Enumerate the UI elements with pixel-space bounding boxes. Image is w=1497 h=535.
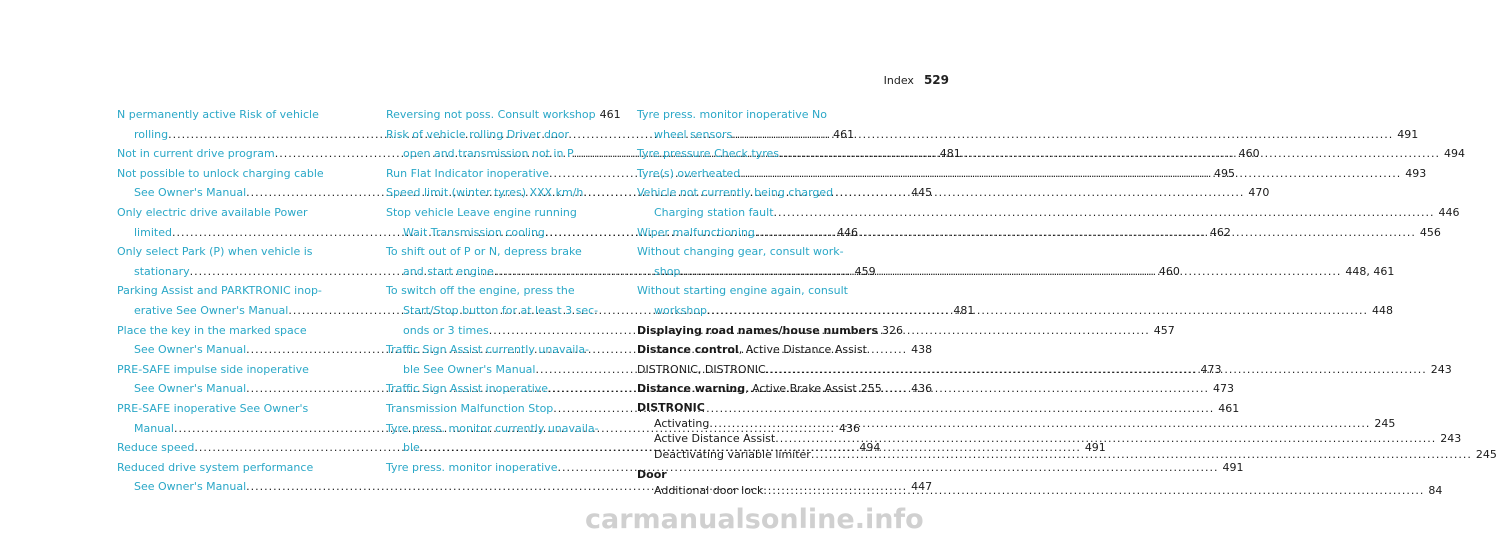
index-entry-line: Without starting engine again, consult: [637, 284, 848, 298]
page-ref: 446: [1438, 205, 1460, 219]
page-ref: 460: [1158, 264, 1180, 278]
page-ref: 456: [1419, 225, 1441, 239]
index-entry-line: and start engine ..... 460: [386, 262, 616, 282]
page-ref: 438: [911, 343, 933, 357]
index-entry-line: Wiper malfunctioning ..... 456: [637, 223, 881, 243]
index-entry-line: Tyre press. monitor inoperative ..... 491: [386, 458, 616, 478]
index-entry-line: stationary ..... 459: [117, 262, 348, 282]
page-ref: 495: [1214, 166, 1236, 180]
page-ref: 461: [1218, 401, 1240, 415]
index-subentry[interactable]: Additional door lock ..... 84: [637, 483, 881, 498]
index-title: Index: [883, 74, 914, 87]
index-entry-line: Only electric drive available Power: [117, 205, 308, 219]
index-entry-line: Stop vehicle Leave engine running: [386, 205, 577, 219]
page-ref: 473: [1213, 382, 1235, 396]
index-entry-line: See Owner's Manual ..... 436: [117, 379, 348, 399]
index-entry-line: workshop ..... 448: [637, 301, 881, 321]
page-ref: 491: [1222, 460, 1244, 474]
index-entry-line: To switch off the engine, press the: [386, 284, 575, 298]
page-ref: 448, 461: [1345, 264, 1395, 278]
index-entry-line: Risk of vehicle rolling Driver door: [386, 127, 570, 141]
index-entry[interactable]: [637, 105, 1419, 144]
index-entry-line: Vehicle not currently being charged: [637, 186, 834, 200]
page-ref: 459: [854, 264, 876, 278]
index-entry-line: Tyre(s) overheated ..... 493: [637, 164, 881, 184]
index-entry-line: Tyre pressure Check tyres ..... 494: [637, 144, 881, 164]
index-heading-distronic: DISTRONIC: [637, 400, 705, 414]
index-entry-line: Start/Stop button for at least 3 sec-: [403, 303, 599, 317]
index-entry-displaying[interactable]: Displaying road names/house numbers 326: [637, 323, 903, 337]
page-ref: 473: [1200, 362, 1222, 376]
page-ref: 461: [833, 127, 855, 141]
index-entry-line: Reduced drive system performance: [117, 460, 314, 474]
page-ref: 447: [911, 480, 933, 494]
index-entry-line: Tyre press. monitor currently unavaila-: [386, 421, 599, 435]
page-ref: 436: [838, 421, 860, 435]
index-entry-line: Speed limit (winter tyres) XXX km/h ..... 470: [386, 183, 616, 203]
page-ref: 494: [859, 441, 881, 455]
index-entry-distance-control-cont: DISTRONIC, DISTRONIC ..... 243: [637, 360, 881, 380]
page-ref: 481: [939, 147, 961, 161]
page-ref: 445: [911, 186, 933, 200]
page-ref: 481: [953, 303, 975, 317]
page-ref: 243: [1440, 432, 1462, 446]
index-entry-line: ble See Owner's Manual ..... 473: [386, 360, 616, 380]
index-entry-line: Not possible to unlock charging cable: [117, 166, 324, 180]
index-entry-line: wheel sensors ..... 491: [637, 125, 881, 145]
index-entry-line: onds or 3 times ..... 457: [386, 321, 616, 341]
page-ref: 84: [1428, 484, 1443, 498]
index-entry-line: To shift out of P or N, depress brake: [386, 245, 582, 259]
index-entry-line: Charging station fault ..... 446: [637, 203, 881, 223]
index-entry-line: limited ..... 446: [117, 223, 348, 243]
index-entry-line: Wait Transmission cooling ..... 462: [386, 223, 616, 243]
page-ref: 462: [1209, 225, 1231, 239]
index-entry-distance-warning[interactable]: Distance warning, Active Brake Assist 255: [637, 382, 882, 396]
index-entry-line: erative See Owner's Manual ..... 481: [117, 301, 348, 321]
page-header: [884, 73, 949, 87]
index-entry-line: Run Flat Indicator inoperative ..... 495: [386, 164, 616, 184]
index-entry-line: Parking Assist and PARKTRONIC inop-: [117, 284, 322, 298]
index-entry-line: N permanently active Risk of vehicle: [117, 108, 319, 121]
page-ref: 446: [836, 225, 858, 239]
index-entry-line: shop ..... 448, 461: [637, 262, 881, 282]
index-heading-door: Door: [637, 468, 667, 482]
page-ref: 461: [599, 108, 621, 121]
index-entry-line: Reduce speed ..... 494: [117, 438, 348, 458]
page-ref: 470: [1248, 186, 1270, 200]
page-ref: 493: [1405, 166, 1427, 180]
index-entry-line: Traffic Sign Assist currently unavaila-: [386, 343, 590, 357]
index-entry-line: PRE-SAFE inoperative See Owner's: [117, 401, 309, 415]
index-subentry[interactable]: Activating ..... 245: [637, 416, 881, 431]
index-entry-line: open and transmission not in P ..... 460: [386, 144, 616, 164]
index-entry-line: Without changing gear, consult work-: [637, 245, 844, 259]
index-entry-line: Manual ..... 436: [117, 419, 348, 439]
index-entry[interactable]: [386, 105, 621, 125]
index-entry-line: Reversing not poss. Consult workshop 461: [386, 105, 616, 125]
page-ref: 245: [1475, 447, 1497, 461]
index-entry-line: Transmission Malfunction Stop ..... 461: [386, 399, 616, 419]
index-entry-line: See Owner's Manual ..... 445: [117, 183, 348, 203]
index-entry-distance-control[interactable]: Distance control, Active Distance Assist: [637, 343, 867, 357]
page-ref: 457: [1153, 323, 1175, 337]
index-entry-line: rolling ..... 461: [117, 125, 348, 145]
page-number: 529: [923, 73, 949, 87]
page-ref: 460: [1238, 147, 1260, 161]
index-entry-line: PRE-SAFE impulse side inoperative: [117, 362, 309, 376]
page-ref: 448: [1372, 303, 1394, 317]
page-ref: 436: [911, 382, 933, 396]
index-entry-line: Place the key in the marked space: [117, 323, 307, 337]
index-entry-line: Traffic Sign Assist inoperative ..... 473: [386, 379, 616, 399]
index-entry-line: See Owner's Manual ..... 438: [117, 340, 348, 360]
index-entry-line: Only select Park (P) when vehicle is: [117, 245, 313, 259]
index-entry-line: See Owner's Manual ..... 447: [117, 477, 348, 497]
page-ref: 245: [1374, 416, 1396, 430]
index-entry-line: ble ..... 491: [386, 438, 616, 458]
index-entry-line: Tyre press. monitor inoperative No: [637, 108, 827, 121]
page-ref: 491: [1397, 127, 1419, 141]
index-entry-line: Not in current drive program ..... 481: [117, 144, 348, 164]
page-ref: 491: [1084, 441, 1106, 455]
index-subentry[interactable]: Deactivating variable limiter ..... 245: [637, 447, 881, 462]
watermark: carmanualsonline.info: [585, 504, 924, 535]
page-ref: 494: [1444, 147, 1466, 161]
index-subentry[interactable]: Active Distance Assist ..... 243: [637, 431, 881, 446]
